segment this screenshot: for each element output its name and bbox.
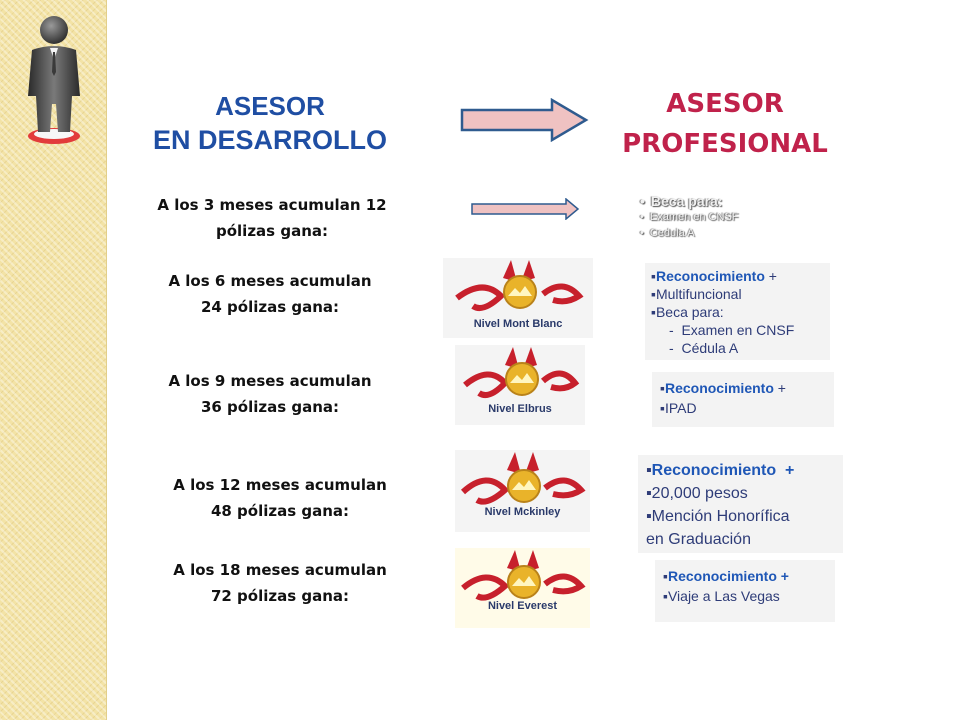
title-asesor-en-desarrollo <box>130 90 410 158</box>
level-18-months <box>145 557 415 609</box>
plus-sign: + <box>780 568 789 584</box>
reward-text: en Graduación <box>646 531 751 548</box>
reward-text: Beca para: <box>655 304 724 320</box>
beca-title: Beca para: <box>650 193 723 209</box>
reward-row: ▪Reconocimiento + <box>660 380 786 396</box>
level-line2: 36 pólizas gana: <box>200 398 340 416</box>
reward-text: Reconocimiento <box>667 568 777 584</box>
level-line2: 72 pólizas gana: <box>210 587 350 605</box>
title-right-line1: ASESOR <box>666 89 784 119</box>
title-asesor-profesional <box>600 84 850 164</box>
medal-elbrus <box>455 345 585 425</box>
reward-elbrus <box>652 372 834 427</box>
reward-title-row: • Beca para: <box>640 193 723 209</box>
reward-row: ▪Reconocimiento + <box>646 462 795 479</box>
reward-text: 20,000 pesos <box>651 485 748 502</box>
reward-text: Cédula A <box>681 340 739 356</box>
level-6-months <box>135 268 405 320</box>
level-line2: 24 pólizas gana: <box>200 298 340 316</box>
reward-text: Examen en CNSF <box>681 322 795 338</box>
reward-row: ▪IPAD <box>660 400 697 416</box>
businessman-icon <box>14 12 94 152</box>
reward-text: Reconocimiento <box>651 462 777 479</box>
reward-everest <box>655 560 835 622</box>
reward-item-row: • Examen en CNSF <box>640 211 739 223</box>
medal-label: Nivel Elbrus <box>488 403 552 415</box>
level-3-months <box>137 192 407 244</box>
reward-item-row: • Cedula A <box>640 227 695 239</box>
reward-row: - Cédula A <box>669 340 739 356</box>
medal-icon <box>455 450 590 532</box>
medal-label: Nivel Mckinley <box>484 506 561 518</box>
reward-text: Multifuncional <box>655 286 742 302</box>
level-line2: pólizas gana: <box>216 222 328 240</box>
beca-item: Examen en CNSF <box>649 211 739 223</box>
reward-text: Viaje a Las Vegas <box>667 588 780 604</box>
reward-text: Reconocimiento <box>664 380 774 396</box>
medal-mckinley <box>455 450 590 532</box>
reward-mont-blanc <box>645 263 830 360</box>
beca-item: Cedula A <box>649 227 695 239</box>
title-left-line1: ASESOR <box>215 91 325 121</box>
reward-row <box>646 528 835 551</box>
reward-row: ▪Viaje a Las Vegas <box>663 588 780 604</box>
reward-first-level <box>640 193 739 241</box>
reward-row: ▪Multifuncional <box>651 286 742 302</box>
reward-text: Mención Honorífica <box>651 508 790 525</box>
level-12-months <box>145 472 415 524</box>
plus-sign: + <box>785 462 795 479</box>
medal-mont-blanc <box>443 258 593 338</box>
reward-row: ▪Beca para: <box>651 304 724 320</box>
medal-everest <box>455 548 590 628</box>
reward-row: ▪Reconocimiento + <box>651 268 777 284</box>
title-left-line2: EN DESARROLLO <box>152 125 387 155</box>
level-line1: A los 12 meses acumulan <box>173 476 387 494</box>
small-arrow-icon <box>470 198 580 220</box>
level-line1: A los 3 meses acumulan 12 <box>157 196 387 214</box>
reward-text: IPAD <box>664 400 697 416</box>
medal-label: Nivel Mont Blanc <box>473 318 563 330</box>
level-line2: 48 pólizas gana: <box>210 502 350 520</box>
title-right-line2: PROFESIONAL <box>622 129 828 159</box>
reward-text: Reconocimiento <box>655 268 765 284</box>
reward-row: - Examen en CNSF <box>669 322 795 338</box>
level-line1: A los 18 meses acumulan <box>173 561 387 579</box>
plus-sign: + <box>768 268 777 284</box>
medal-icon <box>455 548 590 628</box>
level-9-months <box>135 368 405 420</box>
level-line1: A los 6 meses acumulan <box>168 272 372 290</box>
reward-row: ▪Mención Honorífica <box>646 508 790 525</box>
plus-sign: + <box>777 380 786 396</box>
reward-mckinley <box>638 455 843 553</box>
reward-row: ▪20,000 pesos <box>646 485 748 502</box>
progress-arrow-icon <box>460 98 590 142</box>
level-line1: A los 9 meses acumulan <box>168 372 372 390</box>
medal-label: Nivel Everest <box>487 600 558 612</box>
reward-row: ▪Reconocimiento + <box>663 568 789 584</box>
